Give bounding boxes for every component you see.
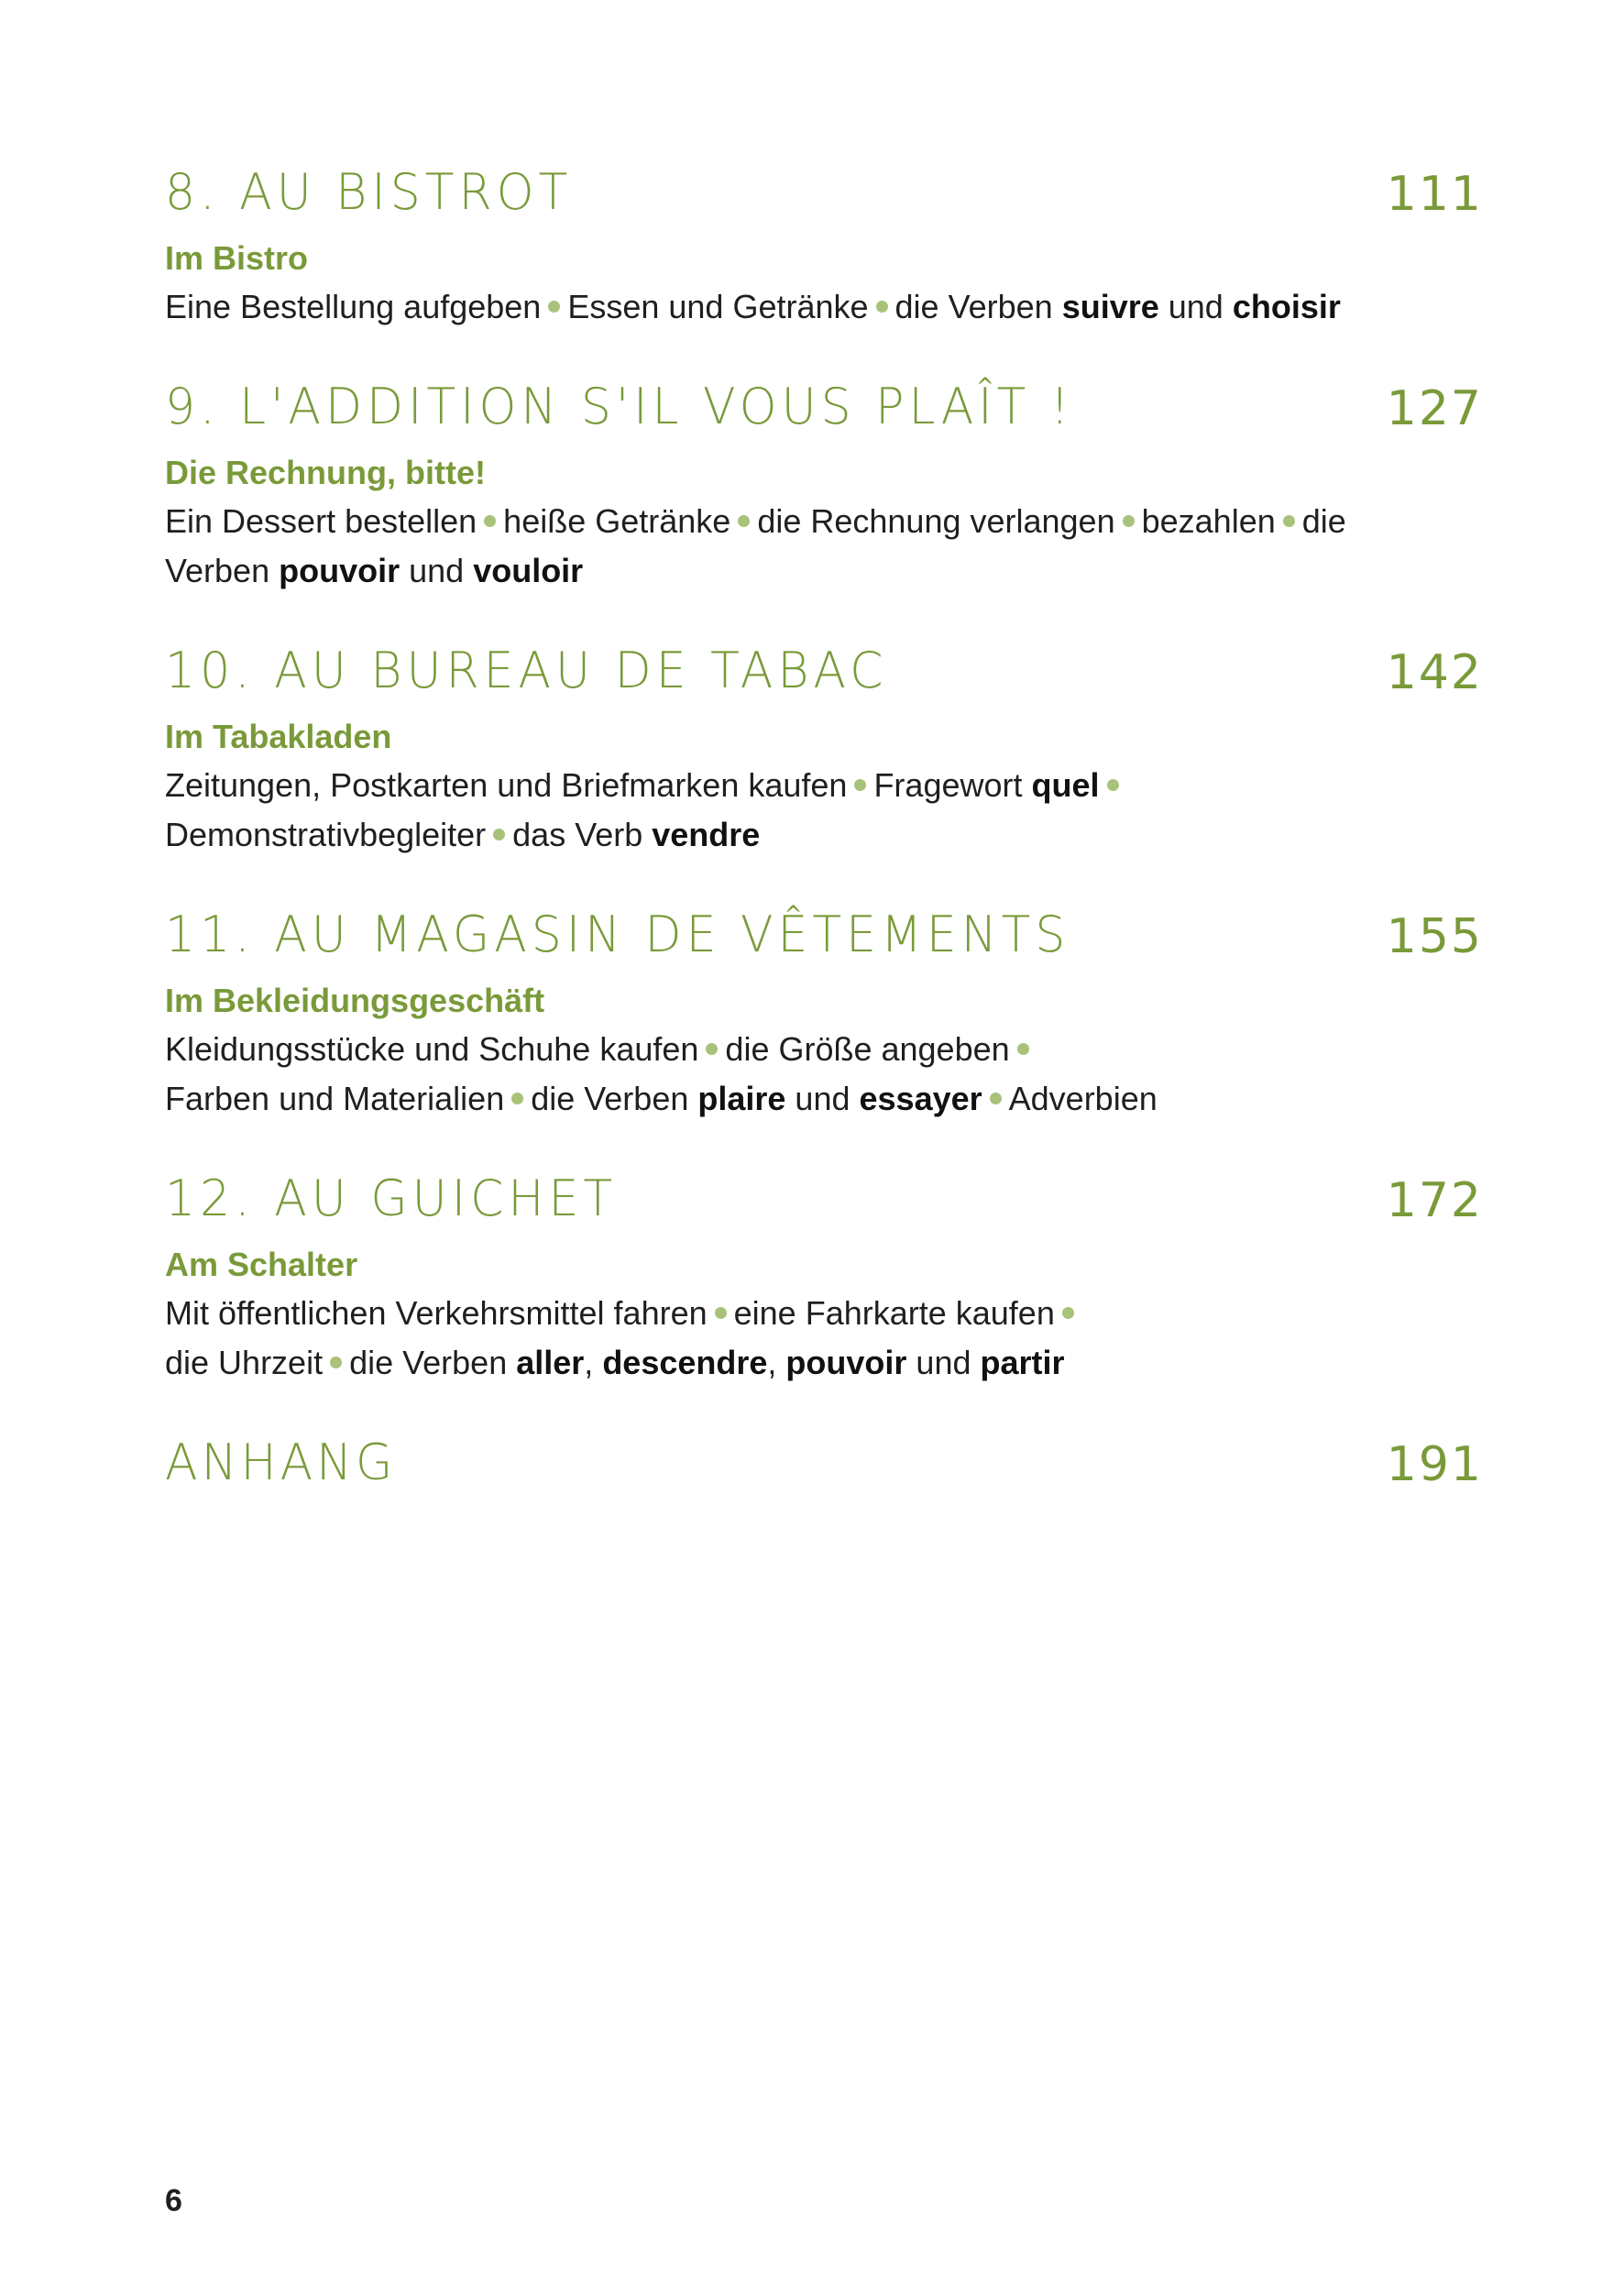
description-text: Eine Bestellung aufgeben	[165, 288, 542, 325]
keyword-bold: pouvoir	[279, 552, 401, 589]
page-number: 111	[1386, 167, 1483, 222]
description-text: und	[785, 1080, 860, 1117]
keyword-bold: aller	[516, 1344, 585, 1381]
table-of-contents	[165, 158, 1483, 1542]
chapter-subtitle: Die Rechnung, bitte!	[165, 454, 486, 491]
page-number: 191	[1386, 1437, 1483, 1492]
chapter-subtitle: Im Tabakladen	[165, 718, 392, 755]
chapter-subtitle: Im Bistro	[165, 239, 309, 277]
keyword-bold: vouloir	[473, 552, 584, 589]
keyword-bold: choisir	[1232, 288, 1341, 325]
description-text: die Verben	[349, 1344, 517, 1381]
description-text: ,	[584, 1344, 603, 1381]
keyword-bold: essayer	[859, 1080, 982, 1117]
chapter-subtitle: Im Bekleidungsgeschäft	[165, 982, 545, 1019]
chapter-description-line	[165, 1025, 1430, 1074]
toc-entry-header	[165, 158, 1483, 231]
page-number: 127	[1386, 381, 1483, 436]
bullet-dot-icon	[1107, 779, 1119, 791]
toc-entry[interactable]	[165, 1164, 1483, 1388]
page-number: 155	[1386, 909, 1483, 964]
description-text: und	[400, 552, 474, 589]
toc-entry[interactable]	[165, 636, 1483, 860]
description-text: die Uhrzeit	[165, 1344, 324, 1381]
toc-entry[interactable]	[165, 372, 1483, 596]
description-text: heiße Getränke	[503, 502, 731, 540]
toc-entry-header	[165, 900, 1483, 973]
description-text: die	[1301, 502, 1346, 540]
chapter-title: 10. AU BUREAU DE TABAC	[165, 642, 888, 700]
description-text: Fragewort	[873, 766, 1032, 804]
description-text: Demonstrativbegleiter	[165, 816, 487, 853]
description-text: und	[1158, 288, 1233, 325]
bullet-dot-icon	[854, 779, 866, 791]
description-text: Kleidungsstücke und Schuhe kaufen	[165, 1030, 699, 1068]
description-text: und	[906, 1344, 981, 1381]
bullet-dot-icon	[715, 1307, 727, 1319]
chapter-description-line	[165, 282, 1430, 332]
toc-entry-header	[165, 1428, 1483, 1501]
description-text: Verben	[165, 552, 280, 589]
bullet-dot-icon	[738, 515, 750, 527]
bullet-dot-icon	[990, 1093, 1002, 1104]
toc-entries	[165, 158, 1483, 1388]
bullet-dot-icon	[484, 515, 496, 527]
toc-entry[interactable]	[165, 900, 1483, 1124]
keyword-bold: suivre	[1061, 288, 1159, 325]
chapter-title: 11. AU MAGASIN DE VÊTEMENTS	[165, 906, 1070, 964]
toc-entry-header	[165, 372, 1483, 445]
keyword-bold: plaire	[697, 1080, 786, 1117]
chapter-description-line	[165, 497, 1430, 546]
chapter-description-line	[165, 1289, 1430, 1338]
keyword-bold: quel	[1031, 766, 1100, 804]
page-number: 172	[1386, 1173, 1483, 1228]
chapter-description-line	[165, 546, 1430, 596]
description-text: Adverbien	[1008, 1080, 1158, 1117]
description-text: die Verben	[531, 1080, 698, 1117]
description-text: das Verb	[512, 816, 653, 853]
chapter-title: 9. L'ADDITION S'IL VOUS PLAÎT !	[165, 378, 1074, 436]
description-text: Mit öffentlichen Verkehrsmittel fahren	[165, 1294, 708, 1332]
chapter-title: 8. AU BISTROT	[165, 163, 573, 222]
description-text: die Verben	[894, 288, 1062, 325]
chapter-title: 12. AU GUICHET	[165, 1170, 618, 1228]
description-text: Zeitungen, Postkarten und Briefmarken kaufen	[165, 766, 848, 804]
bullet-dot-icon	[330, 1357, 342, 1368]
chapter-subtitle: Am Schalter	[165, 1246, 358, 1283]
chapter-description-line	[165, 1338, 1430, 1388]
bullet-dot-icon	[493, 829, 505, 840]
chapter-description-line	[165, 810, 1430, 860]
bullet-dot-icon	[511, 1093, 523, 1104]
bullet-dot-icon	[1062, 1307, 1074, 1319]
keyword-bold: vendre	[652, 816, 761, 853]
description-text: die Rechnung verlangen	[757, 502, 1115, 540]
bullet-dot-icon	[1283, 515, 1295, 527]
page-number: 142	[1386, 645, 1483, 700]
toc-entry-appendix[interactable]	[165, 1428, 1483, 1501]
description-text: ,	[767, 1344, 786, 1381]
toc-entry-header	[165, 1164, 1483, 1237]
keyword-bold: pouvoir	[785, 1344, 907, 1381]
description-text: eine Fahrkarte kaufen	[733, 1294, 1055, 1332]
chapter-title: ANHANG	[165, 1434, 397, 1492]
bullet-dot-icon	[1123, 515, 1135, 527]
chapter-description-line	[165, 1074, 1430, 1124]
description-text: Essen und Getränke	[567, 288, 869, 325]
description-text: die Größe angeben	[725, 1030, 1010, 1068]
bullet-dot-icon	[1017, 1043, 1029, 1055]
chapter-description-line	[165, 761, 1430, 810]
description-text: bezahlen	[1141, 502, 1276, 540]
bullet-dot-icon	[706, 1043, 718, 1055]
bullet-dot-icon	[548, 301, 560, 313]
keyword-bold: partir	[980, 1344, 1065, 1381]
description-text: Ein Dessert bestellen	[165, 502, 477, 540]
folio-page-number: 6	[165, 2183, 182, 2218]
toc-entry[interactable]	[165, 158, 1483, 332]
bullet-dot-icon	[876, 301, 888, 313]
description-text: Farben und Materialien	[165, 1080, 505, 1117]
toc-entry-header	[165, 636, 1483, 709]
keyword-bold: descendre	[602, 1344, 768, 1381]
